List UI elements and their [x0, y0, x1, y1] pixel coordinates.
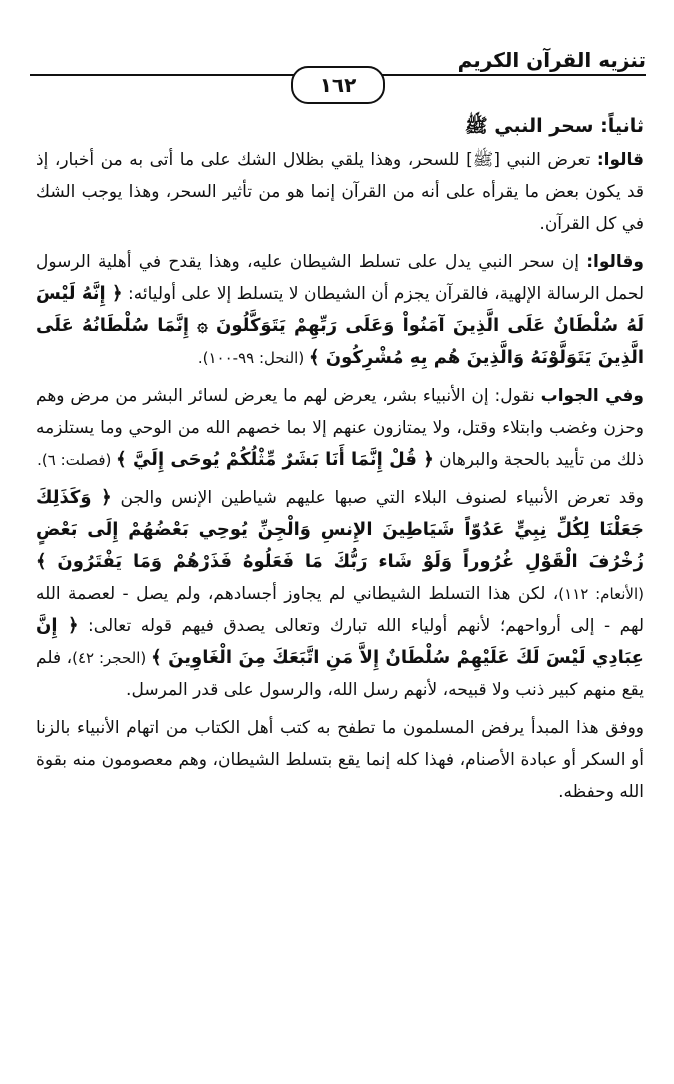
paragraph-4: [36, 482, 644, 706]
book-title: تنزيه القرآن الكريم: [457, 48, 646, 72]
paragraph-text: وقد تعرض الأنبياء لصنوف البلاء التي صبها عليهم شياطين الإنس والجن: [111, 488, 644, 508]
page-number: ١٦٢: [291, 66, 385, 104]
paragraph-text: ، فلم يقع منهم كبير ذنب ولا قبيحه، لأنهم رسل الله، والرسول على قدر المرسل.: [36, 648, 644, 700]
verse-reference: (فصلت: ٦).: [37, 451, 117, 469]
section-heading: ثانياً: سحر النبي ﷺ: [464, 115, 644, 137]
paragraph-text: ووفق هذا المبدأ يرفض المسلمون ما تطفح به كتب أهل الكتاب من اتهام الأنبياء بالزنا أو السكر أو عبادة الأصنام، فهذا كله إنما يقع بتسلط الشيطان، وهم معصومون منه بقوة الله وحفظه.: [36, 718, 644, 802]
verse-reference: (الحجر: ٤٢): [72, 649, 152, 667]
page-header: [30, 40, 646, 97]
verse-reference: (الأنعام: ١١٢): [558, 585, 644, 603]
paragraph-lead: وفي الجواب: [540, 386, 644, 406]
paragraph-5: [36, 712, 644, 808]
quran-verse: ﴿ إِنَّهُ لَيْسَ لَهُ سُلْطَانٌ عَلَى الَّذِينَ آمَنُواْ وَعَلَى رَبِّهِمْ يَتَوَكَّلُونَ ۞ إِنَّمَا سُلْطَانُهُ عَلَى الَّذِينَ يَتَوَلَّوْنَهُ وَالَّذِينَ هُم بِهِ مُشْرِكُونَ ﴾: [36, 283, 644, 368]
paragraph-text: نقول: إن الأنبياء بشر، يعرض لهم ما يعرض لسائر البشر من مرض وهم وحزن وغضب وابتلاء وقتل، ولا يمتازون عنهم إلا بما خصهم الله من الوحي وما يستلزمه ذلك من تأييد بالحجة والبرهان: [36, 386, 644, 470]
quran-verse: ﴿ إِنَّ عِبَادِي لَيْسَ لَكَ عَلَيْهِمْ سُلْطَانٌ إِلاَّ مَنِ اتَّبَعَكَ مِنَ الْغَاوِينَ ﴾: [36, 615, 644, 668]
paragraph-3: [36, 380, 644, 476]
paragraph-lead: قالوا:: [596, 150, 644, 170]
paragraph-1: [36, 144, 644, 240]
paragraph-text: إن سحر النبي يدل على تسلط الشيطان عليه، وهذا يقدح في أهلية الرسول لحمل الرسالة الإلهية، فالقرآن يجزم أن الشيطان لا يتسلط إلا على أوليائه:: [36, 252, 644, 304]
paragraph-lead: وقالوا:: [586, 252, 644, 272]
paragraph-text: ، لكن هذا التسلط الشيطاني لم يجاوز أجسادهم، ولم يصل - لعصمة الله لهم - إلى أرواحهم؛ لأنهم أولياء الله تبارك وتعالى يصدق فيهم قوله تعالى:: [36, 584, 644, 636]
quran-verse: ﴿ وَكَذَلِكَ جَعَلْنَا لِكُلِّ نِبِيٍّ عَدُوّاً شَيَاطِينَ الإِنسِ وَالْجِنِّ يُوحِي بَعْضُهُمْ إِلَى بَعْضٍ زُخْرُفَ الْقَوْلِ غُرُوراً وَلَوْ شَاء رَبُّكَ مَا فَعَلُوهُ فَذَرْهُمْ وَمَا يَفْتَرُونَ ﴾: [36, 487, 644, 572]
quran-verse: ﴿ قُلْ إِنَّمَا أَنَا بَشَرٌ مِّثْلُكُمْ يُوحَى إِلَيَّ ﴾: [116, 449, 434, 470]
page-body: [36, 110, 644, 814]
paragraph-text: تعرض النبي [ﷺ] للسحر، وهذا يلقي بظلال الشك على ما أتى به من أخبار، إذ قد يكون بعض ما يقرأه على أنه من القرآن إنما هو من تأثير السحر، وهذا يوجب الشك في كل القرآن.: [36, 150, 644, 234]
paragraph-2: [36, 246, 644, 374]
verse-reference: (النحل: ٩٩-١٠٠).: [197, 349, 309, 367]
